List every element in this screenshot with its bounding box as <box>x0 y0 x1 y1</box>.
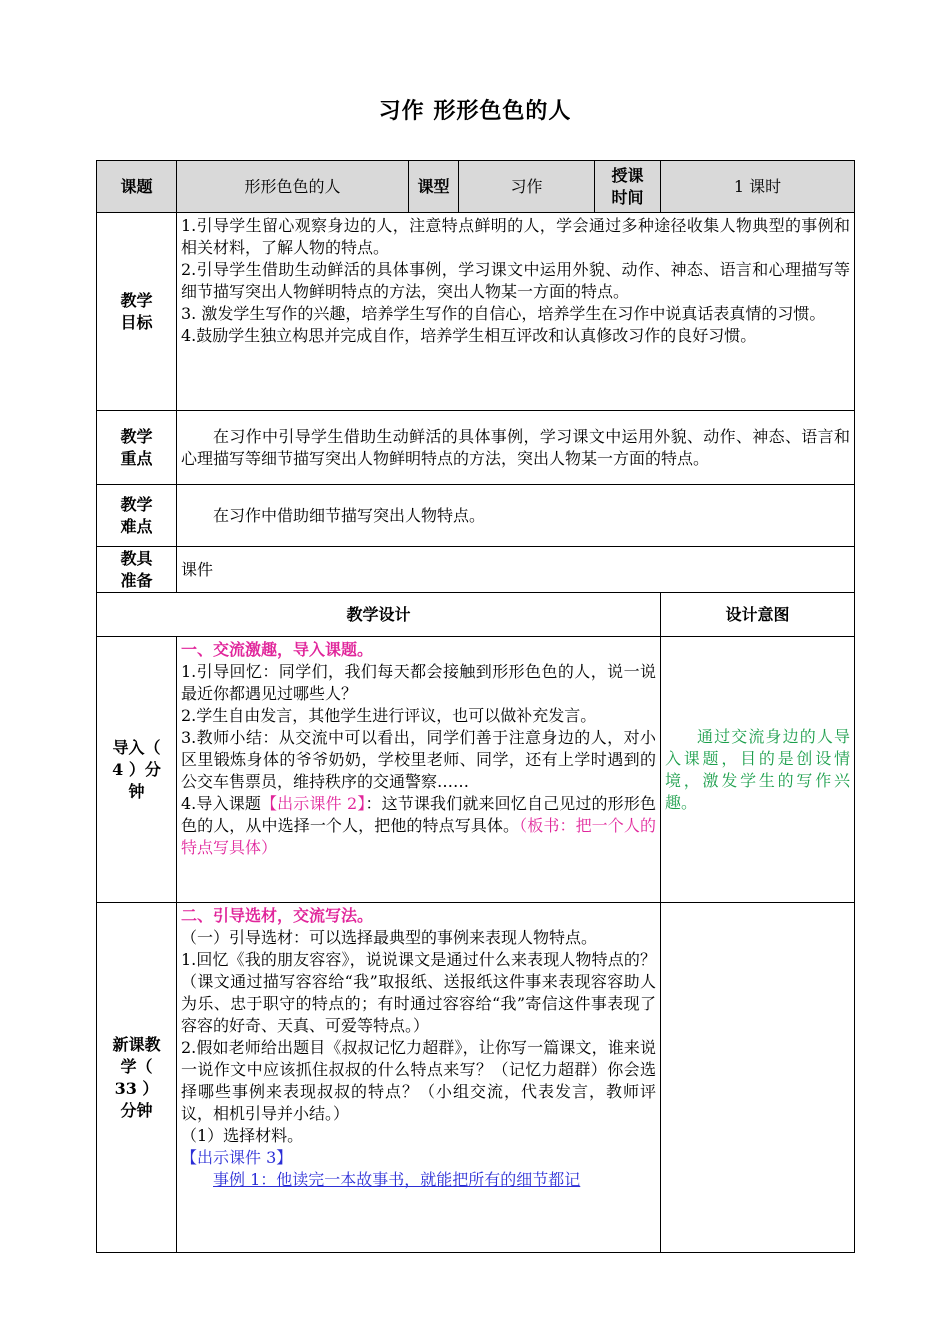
design-header-row <box>97 593 855 637</box>
intro-heading: 一、交流激趣，导入课题。 <box>181 640 374 659</box>
intro-paragraph <box>181 793 656 859</box>
new-lesson-intent <box>661 903 855 1253</box>
intro-paragraph: 3.教师小结：从交流中可以看出，同学们善于注意身边的人，对小区里锻炼身体的爷爷奶奶，学校里老师、同学，还有上学时遇到的公交车售票员，维持秩序的交通警察…… <box>181 728 656 791</box>
objectives-row <box>97 213 855 411</box>
objectives-content <box>177 213 855 411</box>
new-lesson-heading: 二、引导选材，交流写法。 <box>181 906 374 925</box>
tools-label: 教具准备 <box>97 547 177 593</box>
tools-text: 课件 <box>177 547 855 593</box>
new-lesson-label: 新课教学（ 33 ）分钟 <box>97 903 177 1253</box>
time-value: 1 课时 <box>661 161 855 213</box>
courseware-tag: 出示课件 3 <box>197 1148 277 1167</box>
new-lesson-paragraph: 2.假如老师给出题目《叔叔记忆力超群》，让你写一篇课文，谁来说一说作文中应该抓住叔叔的什么特点来写？（记忆力超群）你会选择哪些事例来表现叔叔的特点？（小组交流，代表发言，教师评议，相机引导并小结。） <box>181 1038 656 1123</box>
topic-label: 课题 <box>97 161 177 213</box>
key-points-row <box>97 411 855 485</box>
difficulties-label: 教学难点 <box>97 485 177 547</box>
intro-paragraph: 2.学生自由发言，其他学生进行评议，也可以做补充发言。 <box>181 706 597 725</box>
key-points-label: 教学重点 <box>97 411 177 485</box>
new-lesson-paragraph: （1）选择材料。 <box>181 1126 304 1145</box>
intro-paragraph: 1.引导回忆：同学们，我们每天都会接触到形形色色的人，说一说最近你都遇见过哪些人？ <box>181 662 656 703</box>
new-lesson-paragraph: （一）引导选材：可以选择最典型的事例来表现人物特点。 <box>181 928 598 947</box>
objective-item: 1.引导学生留心观察身边的人，注意特点鲜明的人，学会通过多种途径收集人物典型的事例和相关材料，了解人物的特点。 <box>181 216 850 257</box>
intro-row <box>97 637 855 903</box>
intro-intent: 通过交流身边的人导入课题，目的是创设情境，激发学生的写作兴趣。 <box>661 637 855 903</box>
objectives-label: 教学目标 <box>97 213 177 411</box>
intro-content <box>177 637 661 903</box>
lesson-plan-table <box>96 160 855 1253</box>
example-line: 事例 1：他读完一本故事书，就能把所有的细节都记 <box>213 1170 581 1189</box>
intro-p4-rest: ：这节课我们就来回忆自己见过的形形色色的人，从中选择一个人，把他的特点写具体。 <box>181 794 656 835</box>
intro-p4-start: 4.导入课题 <box>181 794 262 813</box>
objective-item: 3. 激发学生写作的兴趣，培养学生写作的自信心，培养学生在习作中说真话表真情的习惯。 <box>181 304 826 323</box>
key-points-text: 在习作中引导学生借助生动鲜活的具体事例，学习课文中运用外貌、动作、神态、语言和心理描写等细节描写突出人物鲜明特点的方法，突出人物某一方面的特点。 <box>177 411 855 485</box>
info-row <box>97 161 855 213</box>
intro-label: 导入（ 4 ）分钟 <box>97 637 177 903</box>
intent-header: 设计意图 <box>661 593 855 637</box>
courseware-tag: 【出示课件 2】 <box>261 794 366 813</box>
difficulties-row <box>97 485 855 547</box>
blackboard-note: （板书：把一个人的特点写具体） <box>181 816 656 857</box>
bracket-right: 】 <box>276 1148 293 1167</box>
new-lesson-content <box>177 903 661 1253</box>
bracket-left: 【 <box>181 1148 198 1167</box>
objective-item: 2.引导学生借助生动鲜活的具体事例，学习课文中运用外貌、动作、神态、语言和心理描写等细节描写突出人物鲜明特点的方法，突出人物某一方面的特点。 <box>181 260 850 301</box>
topic-value: 形形色色的人 <box>177 161 409 213</box>
objective-item: 4.鼓励学生独立构思并完成自作，培养学生相互评改和认真修改习作的良好习惯。 <box>181 326 757 345</box>
page-title: 习作 形形色色的人 <box>378 98 572 124</box>
type-label: 课型 <box>409 161 459 213</box>
new-lesson-row <box>97 903 855 1253</box>
type-value: 习作 <box>459 161 595 213</box>
courseware-line <box>181 1147 656 1169</box>
tools-row <box>97 547 855 593</box>
difficulties-text: 在习作中借助细节描写突出人物特点。 <box>177 485 855 547</box>
time-label: 授课时间 <box>595 161 661 213</box>
design-header: 教学设计 <box>97 593 661 637</box>
new-lesson-paragraph: 1.回忆《我的朋友容容》，说说课文是通过什么来表现人物特点的？（课文通过描写容容给“我”取报纸、送报纸这件事来表现容容助人为乐、忠于职守的特点的；有时通过容容给“我”寄信这件事表现了容容的好奇、天真、可爱等特点。） <box>181 950 656 1035</box>
